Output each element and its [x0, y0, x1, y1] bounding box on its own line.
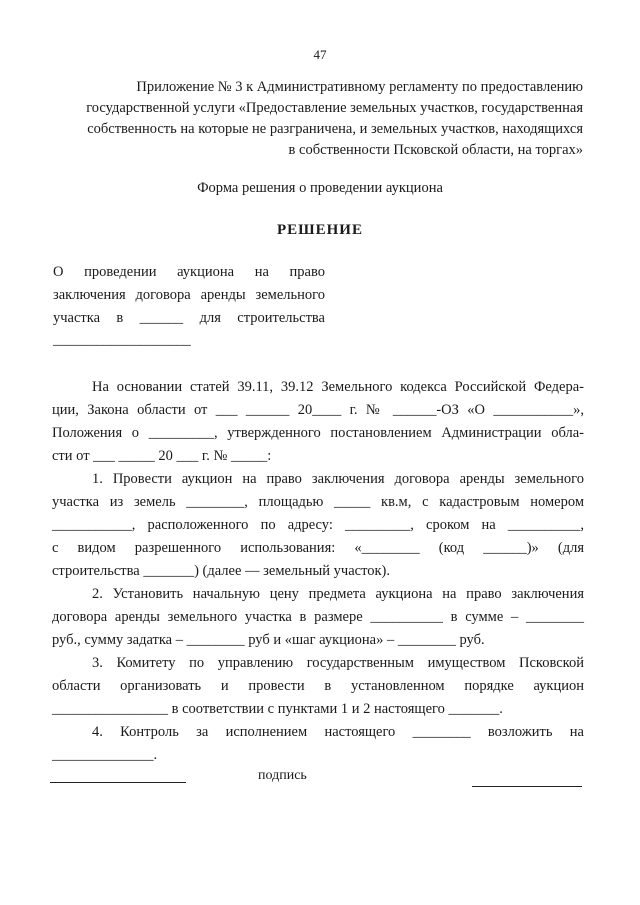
item-1-line: 1. Провести аукцион на право заключения договора аренды земельного: [92, 471, 584, 487]
item-3-line: 3. Комитету по управлению государственным имуществом Псковской: [92, 655, 584, 671]
item-1-line: ___________, расположенного по адресу: _________, сроком на __________,: [52, 517, 584, 533]
appendix-line: в собственности Псковской области, на торгах»: [288, 142, 583, 158]
body-line: сти от ___ _____ 20 ___ г. № _____:: [52, 448, 272, 464]
signature-line-left: [50, 782, 186, 783]
item-1-line: строительства _______) (далее — земельный участок).: [52, 563, 390, 579]
subject-line: ___________________: [53, 332, 191, 348]
body-line: ции, Закона области от ___ ______ 20____ г. № ______-ОЗ «О ___________»,: [52, 402, 584, 418]
page-number: 47: [313, 47, 327, 62]
subject-line: участка в ______ для строительства: [53, 310, 325, 326]
appendix-line: Приложение № 3 к Административному регламенту по предоставлению: [136, 79, 583, 95]
item-4-line: 4. Контроль за исполнением настоящего ________ возложить на: [92, 724, 584, 740]
body-line: На основании статей 39.11, 39.12 Земельного кодекса Российской Федера-: [92, 379, 584, 395]
item-3-line: области организовать и провести в установленном порядке аукцион: [52, 678, 584, 694]
appendix-line: государственной услуги «Предоставление земельных участков, государственная: [86, 100, 583, 116]
item-4-line: ______________.: [52, 747, 158, 763]
appendix-line: собственность на которые не разграничена, и земельных участков, находящихся: [87, 121, 583, 137]
item-2-line: 2. Установить начальную цену предмета аукциона на право заключения: [92, 586, 584, 602]
item-1-line: участка из земель ________, площадью _____ кв.м, с кадастровым номером: [52, 494, 584, 510]
item-3-line: ________________ в соответствии с пунктами 1 и 2 настоящего _______.: [52, 701, 503, 717]
decision-title: РЕШЕНИЕ: [277, 222, 363, 238]
body-line: Положения о _________, утвержденного постановлением Администрации обла-: [52, 425, 584, 441]
form-title: Форма решения о проведении аукциона: [197, 180, 443, 196]
subject-line: О проведении аукциона на право: [53, 264, 325, 280]
signature-line-right: [472, 786, 582, 787]
item-2-line: руб., сумму задатка – ________ руб и «шаг аукциона» – ________ руб.: [52, 632, 485, 648]
item-1-line: с видом разрешенного использования: «________ (код ______)» (для: [52, 540, 584, 556]
item-2-line: договора аренды земельного участка в размере __________ в сумме – ________: [52, 609, 584, 625]
signature-label: подпись: [258, 768, 307, 783]
subject-line: заключения договора аренды земельного: [53, 287, 325, 303]
